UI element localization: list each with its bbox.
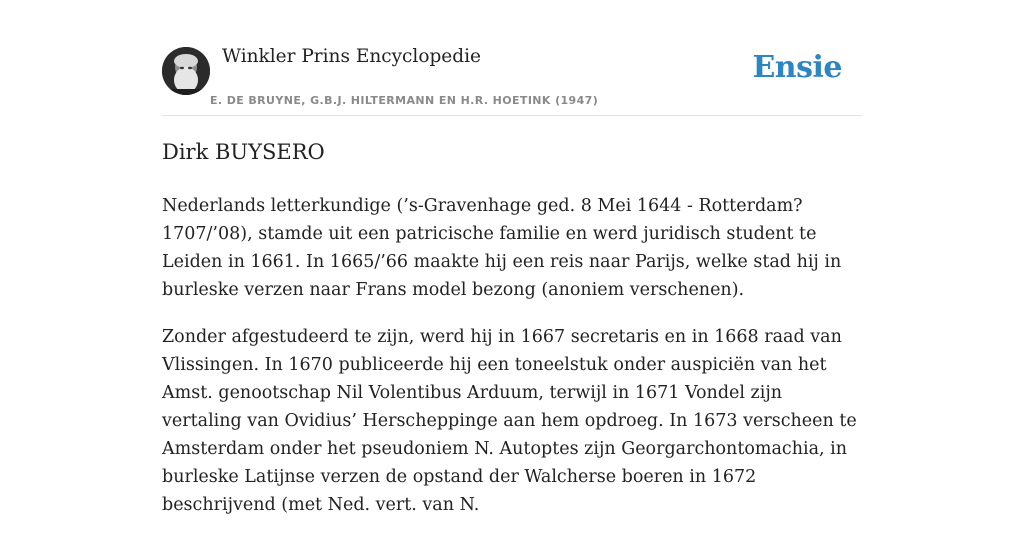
article-paragraph: Nederlands letterkundige (’s-Gravenhage ged. 8 Mei 1644 - Rotterdam? 1707/’08), stamde uit een patricische familie en werd juridisch student te Leiden in 1661. In 1665/’66 maakte hij een reis naar Parijs, welke stad hij in burleske verzen naar Frans model bezong (anoniem verschenen). xyxy=(162,196,842,300)
site-header xyxy=(162,44,862,116)
brand-logo-link[interactable]: Ensie xyxy=(752,50,842,85)
article-paragraph: Zonder afgestudeerd te zijn, werd hij in 1667 secretaris en in 1668 raad van Vlissingen. In 1670 publiceerde hij een toneelstuk onder auspiciën van het Amst. genootschap Nil Volentibus Arduum, terwijl in 1671 Vondel zijn vertaling van Ovidius’ Herscheppinge aan hem opdroeg. In 1673 verscheen te Amsterdam onder het pseudoniem N. Autoptes zijn Georgarchontomachia, in burleske Latijnse verzen de opstand der Walcherse boeren in 1672 beschrijvend (met Ned. vert. van N. xyxy=(162,327,857,515)
article-title: Dirk BUYSERO xyxy=(162,140,325,164)
authors-line: E. DE BRUYNE, G.B.J. HILTERMANN EN H.R. HOETINK (1947) xyxy=(210,94,599,107)
author-avatar[interactable] xyxy=(162,47,210,95)
portrait-icon xyxy=(162,47,210,95)
site-title[interactable]: Winkler Prins Encyclopedie xyxy=(222,46,481,67)
article-body xyxy=(162,192,862,538)
